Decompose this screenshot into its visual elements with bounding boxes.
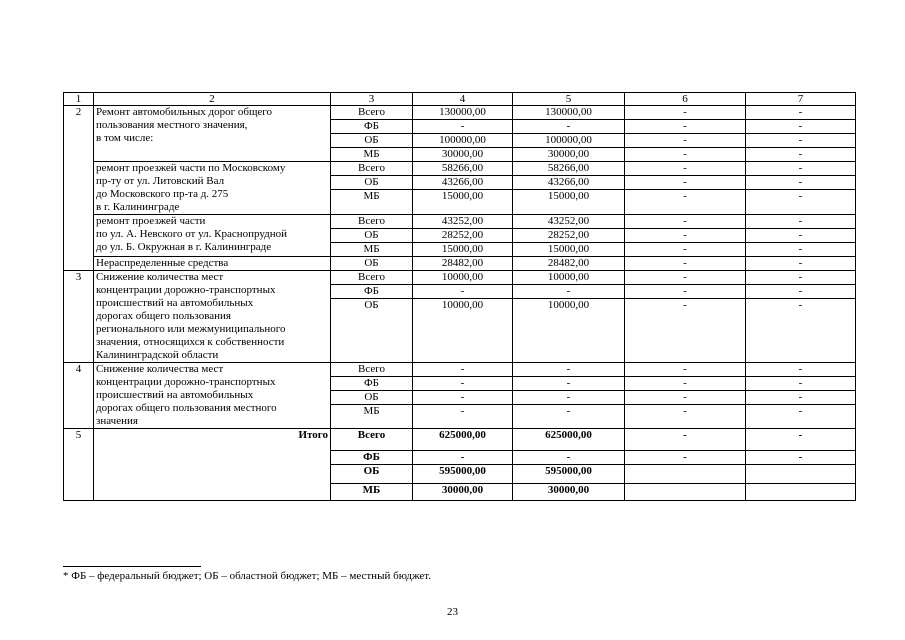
value-col4: - bbox=[413, 377, 513, 391]
table-row bbox=[64, 106, 856, 120]
value-col7: - bbox=[746, 134, 856, 148]
budget-type: Всего bbox=[331, 271, 413, 285]
value-col4: - bbox=[413, 405, 513, 429]
value-col5: - bbox=[513, 377, 625, 391]
value-col7: - bbox=[746, 285, 856, 299]
value-col6: - bbox=[625, 405, 746, 429]
table-row bbox=[64, 215, 856, 229]
value-col4: - bbox=[413, 120, 513, 134]
table-row bbox=[64, 363, 856, 377]
value-col6: - bbox=[625, 190, 746, 215]
value-col5: 10000,00 bbox=[513, 271, 625, 285]
budget-type: Всего bbox=[331, 363, 413, 377]
row-description: Снижение количества мест концентрации дорожно-транспортных происшествий на автомобильных дорогах общего пользования регионального или межмуниципального значения, относящихся к собственности Калининградской области bbox=[94, 271, 331, 363]
value-col6: - bbox=[625, 148, 746, 162]
value-col6: - bbox=[625, 391, 746, 405]
budget-type: ФБ bbox=[331, 120, 413, 134]
budget-type: ОБ bbox=[331, 134, 413, 148]
value-col5: 10000,00 bbox=[513, 299, 625, 363]
value-col5: - bbox=[513, 363, 625, 377]
header-cell: 2 bbox=[94, 93, 331, 106]
value-col6: - bbox=[625, 229, 746, 243]
value-col7: - bbox=[746, 106, 856, 120]
budget-type: ОБ bbox=[331, 229, 413, 243]
value-col7: - bbox=[746, 451, 856, 465]
row-description: Нераспределенные средства bbox=[94, 257, 331, 271]
budget-type: МБ bbox=[331, 190, 413, 215]
value-col5: 595000,00 bbox=[513, 465, 625, 484]
value-col5: 58266,00 bbox=[513, 162, 625, 176]
value-col4: - bbox=[413, 391, 513, 405]
table-row bbox=[64, 271, 856, 285]
value-col5: 15000,00 bbox=[513, 243, 625, 257]
value-col6: - bbox=[625, 363, 746, 377]
value-col4: 43252,00 bbox=[413, 215, 513, 229]
value-col4: 15000,00 bbox=[413, 243, 513, 257]
value-col6: - bbox=[625, 271, 746, 285]
value-col6: - bbox=[625, 176, 746, 190]
header-cell: 4 bbox=[413, 93, 513, 106]
value-col6: - bbox=[625, 120, 746, 134]
value-col6: - bbox=[625, 134, 746, 148]
footnote-divider bbox=[63, 566, 201, 567]
value-col6: - bbox=[625, 429, 746, 451]
value-col6: - bbox=[625, 299, 746, 363]
value-col4: 15000,00 bbox=[413, 190, 513, 215]
budget-type: МБ bbox=[331, 405, 413, 429]
value-col7: - bbox=[746, 429, 856, 451]
value-col7: - bbox=[746, 391, 856, 405]
budget-type: Всего bbox=[331, 215, 413, 229]
value-col5: 43252,00 bbox=[513, 215, 625, 229]
value-col7: - bbox=[746, 377, 856, 391]
value-col6 bbox=[625, 465, 746, 484]
budget-type: ФБ bbox=[331, 451, 413, 465]
value-col6: - bbox=[625, 162, 746, 176]
value-col7: - bbox=[746, 190, 856, 215]
budget-type: МБ bbox=[331, 243, 413, 257]
value-col6: - bbox=[625, 257, 746, 271]
value-col6: - bbox=[625, 106, 746, 120]
value-col7: - bbox=[746, 257, 856, 271]
value-col4: 30000,00 bbox=[413, 148, 513, 162]
total-label: Итого bbox=[94, 429, 331, 501]
footnote: * ФБ – федеральный бюджет; ОБ – областной бюджет; МБ – местный бюджет. bbox=[63, 570, 432, 582]
budget-type: ФБ bbox=[331, 377, 413, 391]
value-col5: - bbox=[513, 285, 625, 299]
budget-type: ОБ bbox=[331, 391, 413, 405]
value-col6 bbox=[625, 484, 746, 501]
budget-type: Всего bbox=[331, 429, 413, 451]
value-col5: - bbox=[513, 451, 625, 465]
row-number: 4 bbox=[64, 363, 94, 429]
value-col5: - bbox=[513, 120, 625, 134]
value-col5: 28252,00 bbox=[513, 229, 625, 243]
row-number: 5 bbox=[64, 429, 94, 501]
value-col4: 43266,00 bbox=[413, 176, 513, 190]
row-description: Ремонт автомобильных дорог общего пользования местного значения, в том числе: bbox=[94, 106, 331, 162]
value-col5: 130000,00 bbox=[513, 106, 625, 120]
budget-type: ОБ bbox=[331, 465, 413, 484]
table-row bbox=[64, 257, 856, 271]
value-col5: 30000,00 bbox=[513, 484, 625, 501]
value-col7: - bbox=[746, 405, 856, 429]
row-description: ремонт проезжей части по ул. А. Невского от ул. Краснопрудной до ул. Б. Окружная в г. Калининграде bbox=[94, 215, 331, 257]
value-col7: - bbox=[746, 120, 856, 134]
header-cell: 7 bbox=[746, 93, 856, 106]
value-col5: 15000,00 bbox=[513, 190, 625, 215]
value-col7: - bbox=[746, 162, 856, 176]
budget-table bbox=[63, 92, 856, 501]
page-number: 23 bbox=[447, 606, 458, 618]
value-col6: - bbox=[625, 377, 746, 391]
value-col6: - bbox=[625, 285, 746, 299]
header-cell: 5 bbox=[513, 93, 625, 106]
value-col4: - bbox=[413, 285, 513, 299]
budget-type: МБ bbox=[331, 148, 413, 162]
value-col5: - bbox=[513, 391, 625, 405]
row-number: 2 bbox=[64, 106, 94, 271]
value-col7 bbox=[746, 465, 856, 484]
value-col5: 100000,00 bbox=[513, 134, 625, 148]
value-col4: 100000,00 bbox=[413, 134, 513, 148]
value-col4: 130000,00 bbox=[413, 106, 513, 120]
value-col5: 625000,00 bbox=[513, 429, 625, 451]
value-col7: - bbox=[746, 243, 856, 257]
row-description: ремонт проезжей части по Московскому пр-ту от ул. Литовский Вал до Московского пр-та д. 275 в г. Калининграде bbox=[94, 162, 331, 215]
value-col7: - bbox=[746, 176, 856, 190]
value-col7: - bbox=[746, 229, 856, 243]
budget-type: ОБ bbox=[331, 176, 413, 190]
value-col4: - bbox=[413, 451, 513, 465]
budget-type: ФБ bbox=[331, 285, 413, 299]
row-number: 3 bbox=[64, 271, 94, 363]
budget-type: МБ bbox=[331, 484, 413, 501]
value-col4: - bbox=[413, 363, 513, 377]
value-col4: 10000,00 bbox=[413, 271, 513, 285]
value-col4: 10000,00 bbox=[413, 299, 513, 363]
value-col5: 28482,00 bbox=[513, 257, 625, 271]
value-col4: 28252,00 bbox=[413, 229, 513, 243]
value-col7: - bbox=[746, 299, 856, 363]
value-col4: 30000,00 bbox=[413, 484, 513, 501]
value-col5: - bbox=[513, 405, 625, 429]
value-col4: 625000,00 bbox=[413, 429, 513, 451]
table-row bbox=[64, 162, 856, 176]
value-col7: - bbox=[746, 271, 856, 285]
value-col5: 30000,00 bbox=[513, 148, 625, 162]
value-col4: 595000,00 bbox=[413, 465, 513, 484]
header-cell: 3 bbox=[331, 93, 413, 106]
value-col7: - bbox=[746, 148, 856, 162]
value-col7 bbox=[746, 484, 856, 501]
header-cell: 1 bbox=[64, 93, 94, 106]
value-col6: - bbox=[625, 215, 746, 229]
value-col6: - bbox=[625, 451, 746, 465]
value-col4: 28482,00 bbox=[413, 257, 513, 271]
row-description: Снижение количества мест концентрации дорожно-транспортных происшествий на автомобильных дорогах общего пользования местного значения bbox=[94, 363, 331, 429]
value-col5: 43266,00 bbox=[513, 176, 625, 190]
value-col4: 58266,00 bbox=[413, 162, 513, 176]
budget-type: Всего bbox=[331, 162, 413, 176]
value-col7: - bbox=[746, 363, 856, 377]
header-cell: 6 bbox=[625, 93, 746, 106]
value-col7: - bbox=[746, 215, 856, 229]
table-row bbox=[64, 429, 856, 451]
budget-type: ОБ bbox=[331, 299, 413, 363]
budget-type: ОБ bbox=[331, 257, 413, 271]
value-col6: - bbox=[625, 243, 746, 257]
budget-type: Всего bbox=[331, 106, 413, 120]
table-header-row bbox=[64, 93, 856, 106]
